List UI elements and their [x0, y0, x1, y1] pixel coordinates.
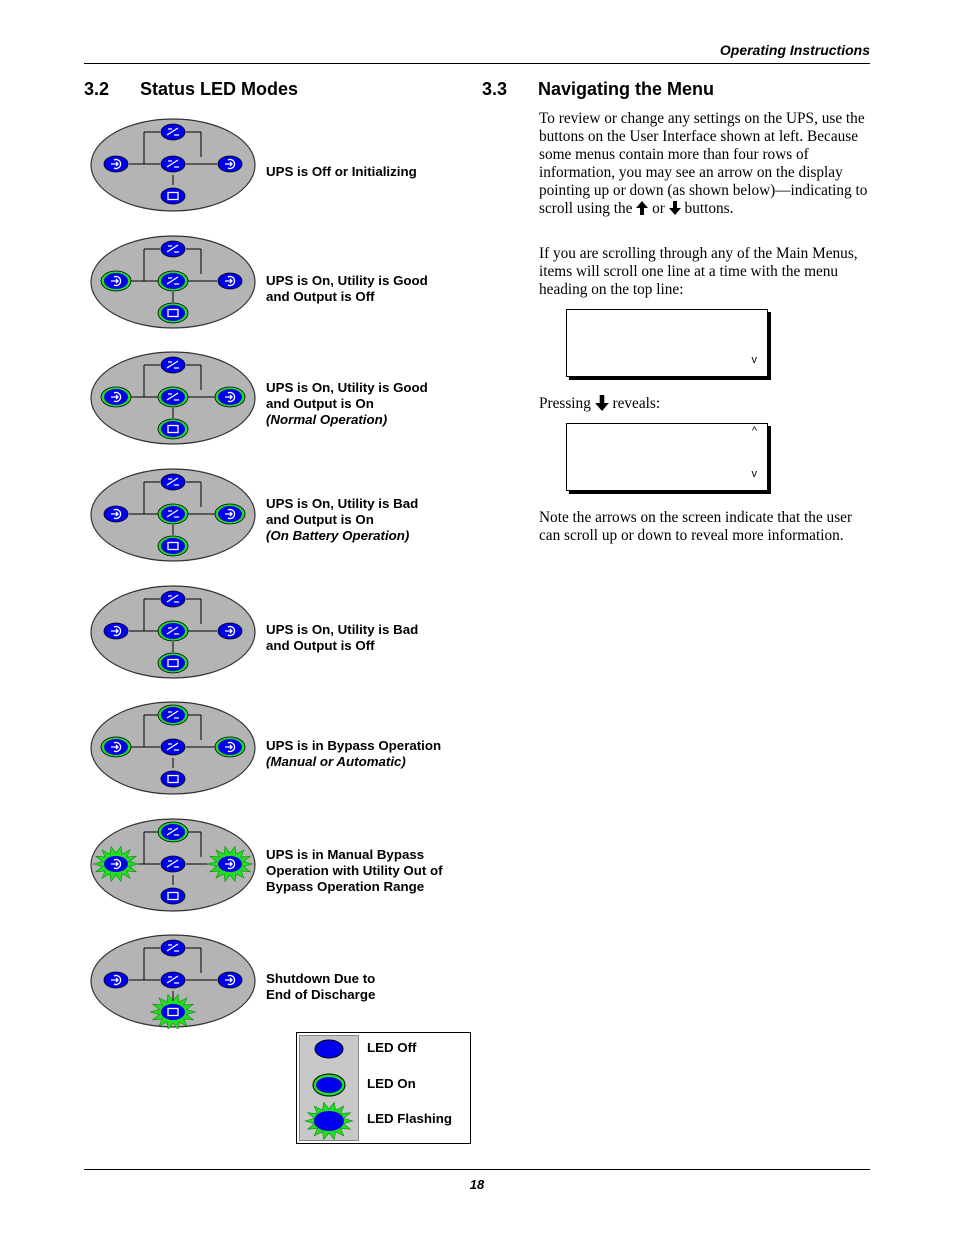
ups-panel-svg	[89, 933, 257, 1029]
led-inv	[161, 739, 185, 755]
lcd-display-1	[566, 309, 768, 377]
led-bypass	[161, 940, 185, 956]
led-inv	[161, 389, 185, 405]
legend-label-flash: LED Flashing	[367, 1111, 452, 1126]
led-legend	[296, 1032, 471, 1144]
caption-italic: (Manual or Automatic)	[266, 754, 406, 769]
caption-italic: (Normal Operation)	[266, 412, 388, 427]
legend-label-off: LED Off	[367, 1040, 417, 1055]
led-mode-caption	[266, 273, 476, 305]
led-inv	[161, 506, 185, 522]
scroll-down-indicator: v	[751, 468, 757, 480]
led-panel-diagram	[89, 467, 257, 568]
section-title: Navigating the Menu	[538, 79, 715, 99]
ups-panel-svg	[89, 584, 257, 680]
legend-swatch-column	[299, 1035, 359, 1141]
header-rule	[84, 63, 870, 64]
ups-panel-svg	[89, 817, 257, 913]
lcd-display-2	[566, 423, 768, 491]
section-title: Status LED Modes	[140, 79, 299, 99]
led-panel-diagram	[89, 700, 257, 801]
caption-line: Shutdown Due to	[266, 971, 376, 986]
led-batt	[161, 655, 185, 671]
section-heading-navigating	[482, 79, 714, 100]
led-inv	[161, 156, 185, 172]
section-number: 3.2	[84, 79, 110, 99]
led-bypass	[161, 474, 185, 490]
reveals-text: reveals:	[612, 395, 661, 412]
led-inv	[161, 623, 185, 639]
legend-label-on: LED On	[367, 1076, 416, 1091]
led-bypass	[161, 707, 185, 723]
led-bypass	[161, 824, 185, 840]
nav-para1-or: or	[652, 200, 665, 217]
caption-line: and Output is On	[266, 512, 374, 527]
down-arrow-icon	[669, 200, 681, 217]
caption-line: and Output is On	[266, 396, 374, 411]
caption-italic: (On Battery Operation)	[266, 528, 410, 543]
led-inv	[161, 972, 185, 988]
caption-line: UPS is On, Utility is Bad	[266, 496, 419, 511]
caption-line: End of Discharge	[266, 987, 376, 1002]
page-number: 18	[469, 1177, 485, 1192]
section-number: 3.3	[482, 79, 508, 99]
led-mode-caption	[266, 164, 476, 180]
up-arrow-icon	[636, 200, 648, 217]
led-mode-caption	[266, 847, 476, 895]
led-mode-caption	[266, 380, 476, 428]
running-header: Operating Instructions	[719, 42, 870, 58]
led-batt	[161, 305, 185, 321]
led-batt	[161, 421, 185, 437]
caption-line: and Output is Off	[266, 638, 375, 653]
nav-paragraph-3: Note the arrows on the screen indicate that the user can scroll up or down to reveal more information.	[539, 509, 853, 544]
caption-line: UPS is On, Utility is Good	[266, 273, 428, 288]
led-batt	[161, 188, 185, 204]
led-batt	[161, 771, 185, 787]
led-inv	[161, 856, 185, 872]
caption-line: Operation with Utility Out of	[266, 863, 443, 878]
led-mode-caption	[266, 496, 476, 544]
led-inv	[161, 273, 185, 289]
led-panel-diagram	[89, 933, 257, 1034]
led-batt	[161, 1004, 185, 1020]
scroll-up-indicator: ^	[751, 425, 757, 437]
nav-para1-text: To review or change any settings on the UPS, use the buttons on the User Interface shown at left. Because some menus contain more than four rows of information, you may see an arrow on the display pointing up or down (as shown below)—indicating to scroll using the	[539, 110, 868, 217]
led-mode-caption	[266, 738, 476, 770]
caption-line: UPS is On, Utility is Good	[266, 380, 428, 395]
legend-led-flash	[314, 1111, 344, 1131]
led-mode-caption	[266, 971, 476, 1003]
led-bypass	[161, 357, 185, 373]
ups-panel-svg	[89, 117, 257, 213]
ups-panel-svg	[89, 467, 257, 563]
caption-line: UPS is in Manual Bypass	[266, 847, 425, 862]
nav-paragraph-1	[539, 110, 874, 218]
caption-line: UPS is On, Utility is Bad	[266, 622, 419, 637]
footer-rule	[84, 1169, 870, 1170]
ups-panel-svg	[89, 350, 257, 446]
legend-swatches	[300, 1036, 358, 1140]
led-mode-caption	[266, 622, 476, 654]
down-arrow-icon	[595, 395, 609, 412]
led-bypass	[161, 241, 185, 257]
led-bypass	[161, 124, 185, 140]
led-panel-diagram	[89, 117, 257, 218]
caption-line: and Output is Off	[266, 289, 375, 304]
legend-led-off	[315, 1040, 343, 1058]
ups-panel-svg	[89, 700, 257, 796]
led-batt	[161, 888, 185, 904]
legend-led-on	[316, 1077, 342, 1093]
pressing-line	[539, 395, 874, 413]
ups-panel-svg	[89, 234, 257, 330]
led-panel-diagram	[89, 350, 257, 451]
caption-line: UPS is Off or Initializing	[266, 164, 417, 179]
pressing-text: Pressing	[539, 395, 591, 412]
scroll-down-indicator: v	[751, 354, 757, 366]
caption-line: UPS is in Bypass Operation	[266, 738, 442, 753]
led-batt	[161, 538, 185, 554]
led-panel-diagram	[89, 817, 257, 918]
nav-para1-end: buttons.	[684, 200, 734, 217]
caption-line: Bypass Operation Range	[266, 879, 425, 894]
led-panel-diagram	[89, 584, 257, 685]
led-bypass	[161, 591, 185, 607]
nav-paragraph-2: If you are scrolling through any of the Main Menus, items will scroll one line at a time with the menu heading on the top line:	[539, 245, 858, 298]
section-heading-status-led	[84, 79, 298, 100]
led-panel-diagram	[89, 234, 257, 335]
